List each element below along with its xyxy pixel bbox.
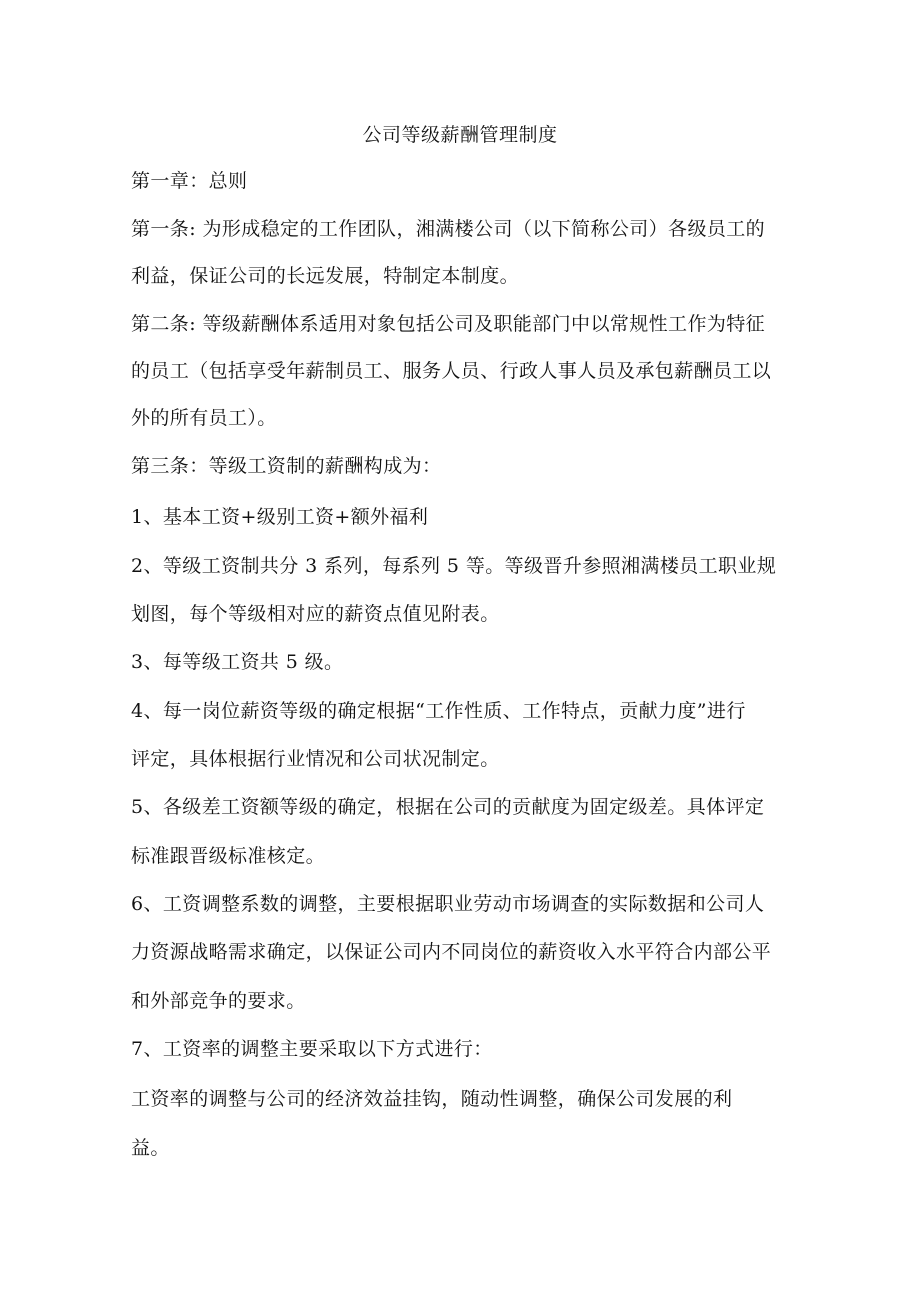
item-7: 7、工资率的调整主要采取以下方式进行： (131, 1038, 493, 1060)
item-6-line-1: 6、工资调整系数的调整，主要根据职业劳动市场调查的实际数据和公司人 (131, 893, 765, 915)
item-5-line-2: 标准跟晋级标准核定。 (131, 845, 326, 867)
item-2-line-1: 2、等级工资制共分 3 系列，每系列 5 等。等级晋升参照湘满楼员工职业规 (131, 555, 777, 577)
article-2-line-3: 外的所有员工）。 (131, 407, 277, 429)
article-1-line-2: 利益，保证公司的长远发展，特制定本制度。 (131, 265, 520, 287)
item-4-line-2: 评定，具体根据行业情况和公司状况制定。 (131, 748, 500, 770)
item-3: 3、每等级工资共 5 级。 (131, 651, 344, 673)
item-5-line-1: 5、各级差工资额等级的确定，根据在公司的贡献度为固定级差。具体评定 (131, 796, 765, 818)
item-4-line-1: 4、每一岗位薪资等级的确定根据“工作性质、工作特点，贡献力度”进行 (131, 700, 746, 722)
item-6-line-3: 和外部竞争的要求。 (131, 990, 306, 1012)
document-title: 公司等级薪酬管理制度 (362, 124, 558, 146)
item-1: 1、基本工资+级别工资+额外福利 (131, 506, 429, 528)
item-2-line-2: 划图，每个等级相对应的薪资点值见附表。 (131, 603, 500, 625)
article-2-line-1: 第二条: 等级薪酬体系适用对象包括公司及职能部门中以常规性工作为特征 (131, 313, 766, 335)
item-7-detail-line-1: 工资率的调整与公司的经济效益挂钩，随动性调整，确保公司发展的利 (131, 1088, 733, 1110)
item-6-line-2: 力资源战略需求确定，以保证公司内不同岗位的薪资收入水平符合内部公平 (131, 941, 772, 963)
article-3-heading: 第三条：等级工资制的薪酬构成为： (131, 455, 442, 477)
item-7-detail-line-2: 益。 (131, 1137, 170, 1159)
chapter-heading: 第一章：总则 (131, 170, 248, 192)
article-1-line-1: 第一条: 为形成稳定的工作团队，湘满楼公司（以下简称公司）各级员工的 (131, 218, 766, 240)
article-2-line-2: 的员工（包括享受年薪制员工、服务人员、行政人事人员及承包薪酬员工以 (131, 360, 772, 382)
